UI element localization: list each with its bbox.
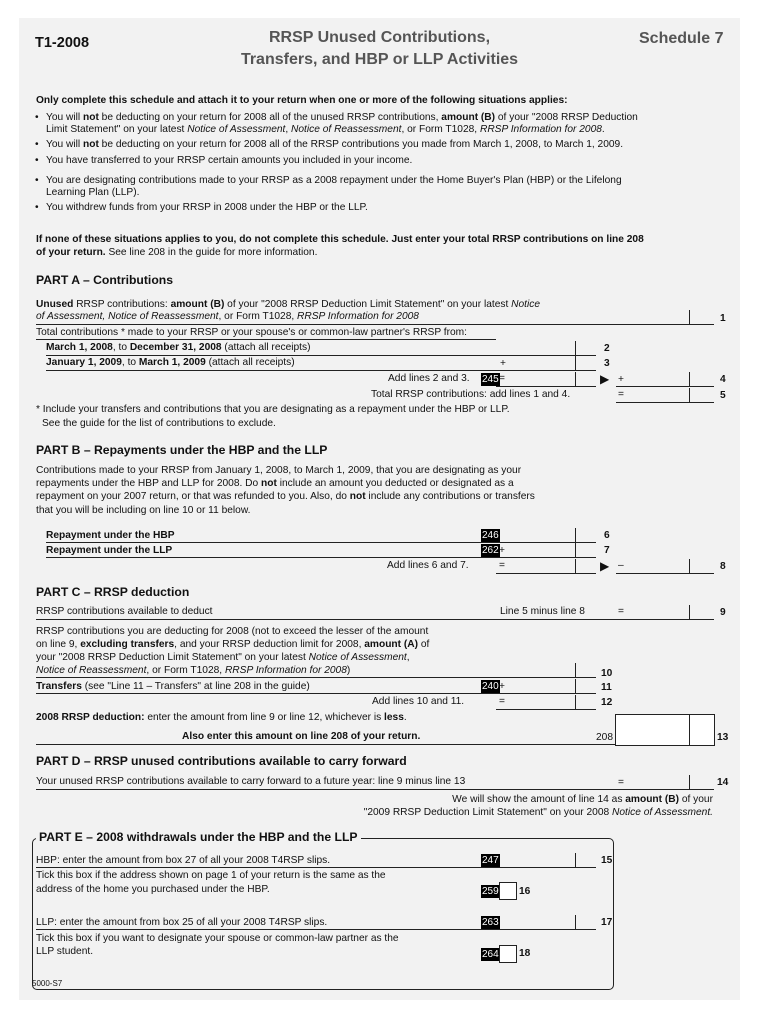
enter-on-line-208: Also enter this amount on line 208 of your return.	[182, 731, 421, 742]
part-b-title: PART B – Repayments under the HBP and the LLP	[36, 443, 328, 457]
code-247: 247	[482, 855, 499, 866]
footnote-1: * Include your transfers and contributions that you are designating as a repayment under the HBP or LLP.	[36, 404, 510, 415]
deducting-text-3: your "2008 RRSP Deduction Limit Statement" on your latest Notice of Assessment,	[36, 652, 410, 663]
tick-box-16-text-2: address of the home you purchased under the HBP.	[36, 884, 270, 895]
line-7-field[interactable]	[496, 557, 596, 558]
rule	[36, 619, 616, 620]
line-1-field[interactable]	[616, 324, 714, 325]
line-14-field[interactable]	[616, 789, 714, 790]
title-line-2: Transfers, and HBP or LLP Activities	[240, 51, 519, 68]
cents-divider	[575, 853, 576, 867]
line-number-13: 13	[717, 732, 729, 743]
footnote-2: See the guide for the list of contributions to exclude.	[42, 418, 276, 429]
line-number-5: 5	[720, 390, 726, 401]
plus-sign: +	[500, 358, 506, 369]
cents-divider	[689, 559, 690, 573]
rule	[36, 339, 496, 340]
line-208-reference: 208	[596, 732, 613, 743]
rule	[36, 693, 496, 694]
llp-repayment-label: Repayment under the LLP	[46, 545, 173, 556]
line-number-7: 7	[604, 545, 610, 556]
line-number-3: 3	[604, 358, 610, 369]
home-address-checkbox[interactable]	[499, 882, 517, 900]
cents-divider	[689, 715, 690, 745]
unused-contrib-line-1: Unused RRSP contributions: amount (B) of your "2008 RRSP Deduction Limit Statement" on your latest Notice	[36, 299, 541, 310]
form-code: 5000-S7	[32, 979, 63, 988]
tick-box-16-text-1: Tick this box if the address shown on page 1 of your return is the same as the	[36, 870, 386, 881]
rrsp-available-label: RRSP contributions available to deduct	[36, 606, 213, 617]
equals-sign: =	[499, 696, 505, 707]
line-number-17: 17	[601, 917, 613, 928]
rule	[36, 744, 616, 745]
carry-forward-label: Your unused RRSP contributions available to carry forward to a future year: line 9 minus line 13	[36, 776, 466, 787]
deducting-text-1: RRSP contributions you are deducting for 2008 (not to exceed the lesser of the amount	[36, 626, 429, 637]
bullet-icon: •	[35, 202, 39, 213]
rule	[36, 929, 496, 930]
line-number-10: 10	[601, 668, 613, 679]
none-applies-line-1: If none of these situations applies to you, do not complete this schedule. Just enter your total RRSP contributions on line 208	[36, 234, 644, 245]
transfers-label: Transfers (see "Line 11 – Transfers" at line 208 in the guide)	[36, 681, 310, 692]
line-6-7-sum-field[interactable]	[496, 573, 596, 574]
part-d-title: PART D – RRSP unused contributions available to carry forward	[36, 754, 407, 768]
line-6-field[interactable]	[496, 542, 596, 543]
minus-sign: –	[618, 560, 624, 571]
bullet-3: You have transferred to your RRSP certain amounts you included in your income.	[46, 155, 413, 166]
line-17-field[interactable]	[496, 929, 596, 930]
line-number-15: 15	[601, 855, 613, 866]
code-240: 240	[482, 681, 499, 692]
plus-sign: +	[499, 545, 505, 556]
line-number-11: 11	[601, 682, 612, 693]
code-259: 259	[482, 886, 499, 897]
cents-divider	[575, 356, 576, 370]
tick-box-18-text-2: LLP student.	[36, 946, 94, 957]
cents-divider	[689, 372, 690, 386]
equals-sign: =	[499, 373, 505, 384]
line-number-9: 9	[720, 607, 726, 618]
line-8-field[interactable]	[616, 573, 714, 574]
line-9-field[interactable]	[616, 619, 714, 620]
line-5-minus-8: Line 5 minus line 8	[500, 606, 585, 617]
rule	[46, 370, 496, 371]
code-245: 245	[482, 374, 499, 385]
rule	[36, 867, 496, 868]
rule	[46, 355, 496, 356]
part-b-text-2: repayments under the HBP and LLP for 2008. Do not include an amount you deducted or designated as a	[36, 478, 514, 489]
cents-divider	[575, 663, 576, 677]
deducting-text-2: on line 9, excluding transfers, and your RRSP deduction limit for 2008, amount (A) of	[36, 639, 430, 650]
llp-student-checkbox[interactable]	[499, 945, 517, 963]
equals-sign: =	[499, 560, 505, 571]
hbp-withdrawal-label: HBP: enter the amount from box 27 of all your 2008 T4RSP slips.	[36, 855, 331, 866]
line-3-field[interactable]	[496, 370, 596, 371]
total-rrsp-contributions: Total RRSP contributions: add lines 1 and 4.	[371, 389, 571, 400]
part-c-title: PART C – RRSP deduction	[36, 585, 190, 599]
bullet-icon: •	[35, 155, 39, 166]
bullet-4-line-2: Learning Plan (LLP).	[46, 187, 140, 198]
bullet-2: You will not be deducting on your return for 2008 all of the RRSP contributions you made from March 1, 2008, to March 1, 2009.	[46, 139, 624, 150]
line-13-field[interactable]	[615, 714, 715, 746]
part-b-text-1: Contributions made to your RRSP from January 1, 2008, to March 1, 2009, that you are designating as your	[36, 465, 522, 476]
line-number-2: 2	[604, 343, 610, 354]
llp-withdrawal-label: LLP: enter the amount from box 25 of all your 2008 T4RSP slips.	[36, 917, 328, 928]
bullet-icon: •	[35, 112, 39, 123]
line-number-8: 8	[720, 561, 726, 572]
line-number-18: 18	[519, 948, 531, 959]
line-10-field[interactable]	[496, 677, 596, 678]
line-number-6: 6	[604, 530, 610, 541]
line-15-field[interactable]	[496, 867, 596, 868]
bullet-4-line-1: You are designating contributions made to your RRSP as a 2008 repayment under the Home Buyer's Plan (HBP) or the Lifelong	[46, 175, 622, 186]
rule	[46, 557, 496, 558]
total-contributions-label: Total contributions * made to your RRSP or your spouse's or common-law partner's RRSP from:	[36, 327, 467, 338]
cents-divider	[575, 543, 576, 557]
line-12-field[interactable]	[496, 709, 596, 710]
cents-divider	[689, 605, 690, 619]
cents-divider	[689, 310, 690, 324]
code-263: 263	[482, 917, 499, 928]
code-246: 246	[482, 530, 499, 541]
line-14-note-2: "2009 RRSP Deduction Limit Statement" on your 2008 Notice of Assessment.	[363, 807, 713, 818]
rrsp-deduction-label: 2008 RRSP deduction: enter the amount from line 9 or line 12, whichever is less.	[36, 712, 407, 723]
hbp-repayment-label: Repayment under the HBP	[46, 530, 175, 541]
intro-heading: Only complete this schedule and attach it to your return when one or more of the following situations applies:	[36, 95, 568, 106]
line-2-field[interactable]	[496, 355, 596, 356]
cents-divider	[575, 915, 576, 929]
form-page	[19, 18, 740, 1000]
cents-divider	[575, 679, 576, 693]
tick-box-18-text-1: Tick this box if you want to designate your spouse or common-law partner as the	[36, 933, 399, 944]
schedule-label: Schedule 7	[639, 30, 724, 47]
rule	[46, 542, 496, 543]
cents-divider	[575, 528, 576, 542]
code-262: 262	[482, 545, 499, 556]
cents-divider	[689, 775, 690, 789]
line-number-12: 12	[601, 697, 613, 708]
line-number-1: 1	[720, 313, 726, 324]
part-b-text-3: repayment on your 2007 return, or that was refunded to you. Also, do not include any contributions or transfers	[36, 491, 535, 502]
cents-divider	[575, 695, 576, 709]
equals-sign: =	[618, 606, 624, 617]
line-2-label: March 1, 2008, to December 31, 2008 (attach all receipts)	[46, 342, 311, 353]
line-5-field[interactable]	[616, 402, 714, 403]
add-lines-6-7: Add lines 6 and 7.	[387, 560, 469, 571]
line-4-field[interactable]	[616, 386, 714, 387]
cents-divider	[575, 559, 576, 573]
line-11-field[interactable]	[496, 693, 596, 694]
rule	[36, 789, 616, 790]
arrow-icon: ▶	[600, 372, 610, 386]
equals-sign: =	[618, 777, 624, 788]
bullet-icon: •	[35, 175, 39, 186]
form-id: T1-2008	[35, 35, 90, 51]
add-lines-2-3: Add lines 2 and 3.	[388, 373, 470, 384]
equals-sign: =	[618, 389, 624, 400]
plus-sign: +	[618, 374, 624, 385]
plus-sign: +	[499, 681, 505, 692]
bullet-1-line-1: You will not be deducting on your return for 2008 all of the unused RRSP contributions, amount (B) of your "2008 RRSP Deduction	[46, 112, 638, 123]
arrow-icon: ▶	[600, 559, 610, 573]
deducting-text-4: Notice of Reassessment, or Form T1028, RRSP Information for 2008)	[36, 665, 351, 676]
line-number-16: 16	[519, 886, 531, 897]
bullet-5: You withdrew funds from your RRSP in 2008 under the HBP or the LLP.	[46, 202, 368, 213]
cents-divider	[689, 388, 690, 402]
rule	[36, 677, 496, 678]
bullet-1-line-2: Limit Statement" on your latest Notice of Assessment, Notice of Reassessment, or Form T1028, RRSP Information for 2008.	[46, 124, 605, 135]
cents-divider	[575, 341, 576, 355]
part-b-text-4: that you will be including on line 10 or 11 below.	[36, 505, 251, 516]
cents-divider	[575, 372, 576, 386]
code-264: 264	[482, 949, 499, 960]
line-3-label: January 1, 2009, to March 1, 2009 (attach all receipts)	[46, 357, 295, 368]
line-number-4: 4	[720, 374, 726, 385]
rule	[36, 324, 616, 325]
part-a-title: PART A – Contributions	[36, 273, 173, 287]
bullet-icon: •	[35, 139, 39, 150]
part-e-title: PART E – 2008 withdrawals under the HBP and the LLP	[36, 830, 361, 844]
line-14-note-1: We will show the amount of line 14 as amount (B) of your	[452, 794, 713, 805]
none-applies-line-2: of your return. See line 208 in the guide for more information.	[36, 247, 318, 258]
title-line-1: RRSP Unused Contributions,	[268, 29, 491, 46]
add-lines-10-11: Add lines 10 and 11.	[372, 696, 465, 707]
line-245-field[interactable]	[496, 386, 596, 387]
unused-contrib-line-2: of Assessment, Notice of Reassessment, or Form T1028, RRSP Information for 2008	[36, 311, 419, 322]
line-number-14: 14	[717, 777, 729, 788]
